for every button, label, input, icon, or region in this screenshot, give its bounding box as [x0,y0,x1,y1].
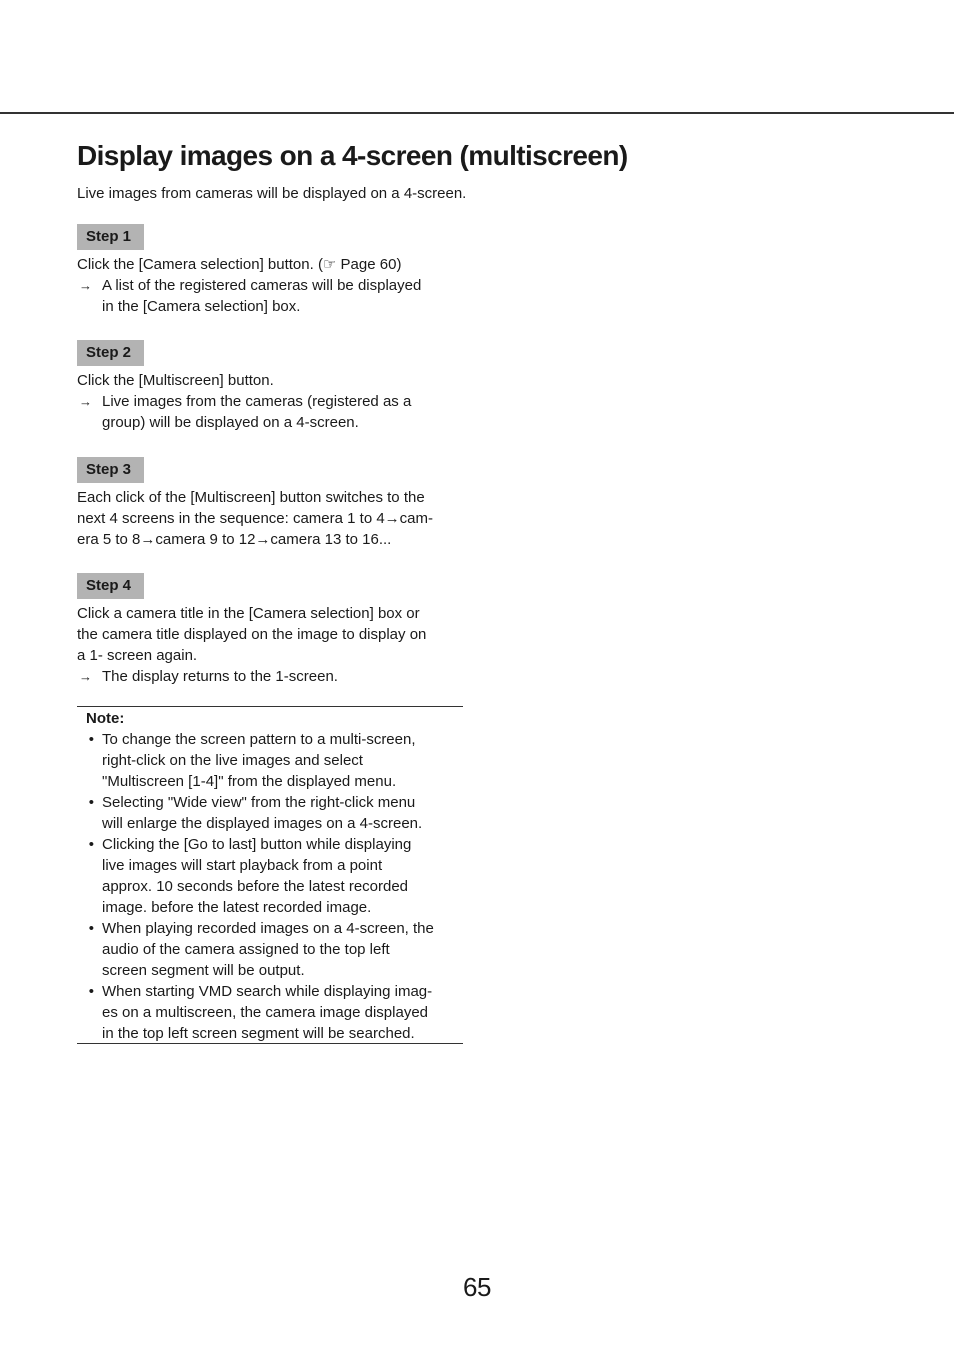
step-4-instruction-line: the camera title displayed on the image to display on [77,626,427,643]
header-rule [0,112,954,114]
step-4-body [77,603,463,687]
step-1-result-line: A list of the registered cameras will be displayed [102,277,422,294]
step-2-instruction: Click the [Multiscreen] button. [77,372,274,389]
intro-text: Live images from cameras will be displayed on a 4-screen. [77,185,467,202]
note-line: es on a multiscreen, the camera image displayed [102,1004,429,1021]
note-item [77,918,463,981]
step-1-body [77,254,463,317]
step-2-result [77,391,463,433]
step-3-instruction-line: next 4 screens in the sequence: camera 1 to 4→cam- [77,510,434,527]
result-arrow-icon: → [79,394,92,409]
note-line: will enlarge the displayed images on a 4-screen. [102,815,423,832]
step-1-result-line: in the [Camera selection] box. [102,298,301,315]
step-3-instruction-line: Each click of the [Multiscreen] button switches to the [77,489,425,506]
step-3-badge: Step 3 [77,457,144,483]
note-line: audio of the camera assigned to the top left [102,941,390,958]
bullet-icon: • [88,836,94,853]
bullet-icon: • [88,794,94,811]
step-4-instruction-line: Click a camera title in the [Camera selection] box or [77,605,420,622]
step-2-badge: Step 2 [77,340,144,366]
page-title: Display images on a 4-screen (multiscreen) [77,140,628,171]
step-2-body [77,370,463,433]
step-4-result [77,666,463,687]
note-line: screen segment will be output. [102,962,305,979]
note-line: right-click on the live images and select [102,752,363,769]
note-line: approx. 10 seconds before the latest recorded [102,878,409,895]
note-line: image. before the latest recorded image. [102,899,372,916]
bullet-icon: • [88,920,94,937]
note-line: "Multiscreen [1-4]" from the displayed menu. [102,773,397,790]
note-line: When starting VMD search while displaying imag- [102,983,433,1000]
step-4-badge: Step 4 [77,573,144,599]
note-line: Selecting "Wide view" from the right-click menu [102,794,416,811]
step-1-badge: Step 1 [77,224,144,250]
note-line: Clicking the [Go to last] button while displaying [102,836,412,853]
step-4-result-line: The display returns to the 1-screen. [102,668,338,685]
step-3-body [77,487,463,550]
note-heading: Note: [86,710,125,727]
bullet-icon: • [88,983,94,1000]
note-line: live images will start playback from a point [102,857,383,874]
note-list [77,729,463,1044]
note-line: in the top left screen segment will be searched. [102,1025,415,1042]
note-item [77,981,463,1044]
note-line: To change the screen pattern to a multi-screen, [102,731,416,748]
note-box [77,706,463,1044]
bullet-icon: • [88,731,94,748]
note-item [77,834,463,918]
step-2-result-line: Live images from the cameras (registered as a [102,393,412,410]
note-line: When playing recorded images on a 4-screen, the [102,920,434,937]
step-2-result-line: group) will be displayed on a 4-screen. [102,414,359,431]
note-item [77,792,463,834]
result-arrow-icon: → [79,278,92,293]
step-3-instruction-line: era 5 to 8→camera 9 to 12→camera 13 to 16... [77,531,392,548]
note-item [77,729,463,792]
page-number: 65 [463,1272,491,1302]
step-1-result [77,275,463,317]
step-4-instruction-line: a 1- screen again. [77,647,198,664]
step-1-instruction: Click the [Camera selection] button. (☞ Page 60) [77,256,402,273]
result-arrow-icon: → [79,669,92,684]
